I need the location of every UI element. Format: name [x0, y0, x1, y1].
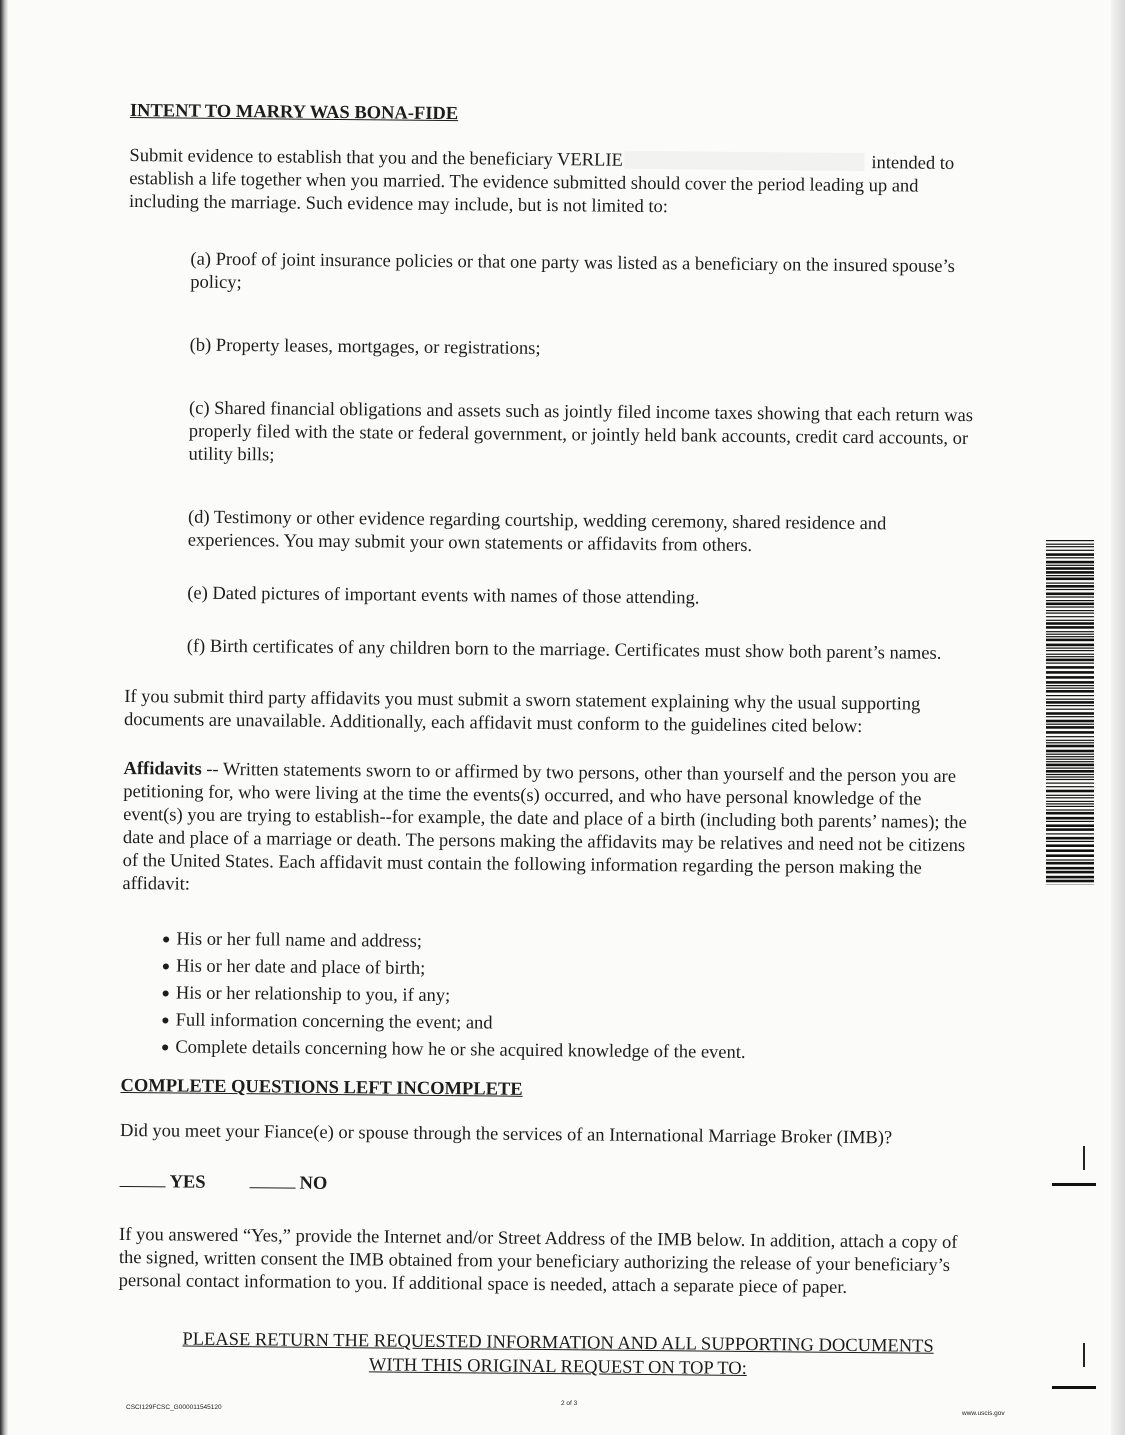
affidavits-label: Affidavits	[123, 758, 202, 780]
bullet-icon: ●	[161, 1013, 170, 1029]
scan-tick-2	[1083, 1343, 1085, 1367]
affidavits-text: -- Written statements sworn to or affirmed by two persons, other than yourself and the person you are petitioning for, who were living at the time the events(s) occurred, and who have personal knowledge of the event(s) you are trying to establish--for example, the date and place of a birth (including both parents’ names); the date and place of a marriage or death. The persons making the affidavits may be relatives and need not be citizens of the United States. Each affidavit must contain the following information regarding the person making the affidavit:	[122, 759, 967, 895]
list-item-text: His or her relationship to you, if any;	[175, 983, 451, 1007]
intro-text-after-name: intended to establish a life together when you married. The evidence submitted should cover the period leading up and including the marriage. Such evidence may include, but is not limited to:	[128, 153, 955, 218]
evidence-item-a: (a) Proof of joint insurance policies or that one party was listed as a beneficiary on the insured spouse’s policy;	[190, 249, 955, 294]
scan-marker-2	[1052, 1386, 1096, 1389]
intro-paragraph	[129, 145, 990, 222]
no-label: NO	[299, 1173, 328, 1194]
affidavits-paragraph	[122, 758, 983, 904]
yes-label: YES	[169, 1172, 206, 1193]
return-notice	[138, 1327, 978, 1383]
document-body	[118, 100, 990, 1383]
evidence-item-f: (f) Birth certificates of any children born to the marriage. Certificates must show both parent’s names.	[186, 636, 942, 664]
imb-answer-row	[119, 1171, 979, 1202]
scan-left-edge-shadow	[0, 0, 8, 1435]
section-heading-complete-questions: COMPLETE QUESTIONS LEFT INCOMPLETE	[120, 1075, 523, 1100]
scan-tick-1	[1083, 1146, 1085, 1170]
website-url: www.uscis.gov	[962, 1410, 1005, 1417]
imb-question: Did you meet your Fiance(e) or spouse through the services of an International Marriage Broker (IMB)?	[120, 1120, 893, 1149]
beneficiary-name: VERLIE	[556, 150, 623, 171]
list-item-text: His or her date and place of birth;	[176, 956, 426, 979]
yes-blank-line[interactable]	[120, 1186, 166, 1187]
return-notice-line-2: WITH THIS ORIGINAL REQUEST ON TOP TO:	[368, 1355, 747, 1379]
bullet-icon: ●	[161, 959, 171, 975]
bullet-icon: ●	[161, 932, 171, 948]
list-item-text: Full information concerning the event; and	[175, 1010, 493, 1034]
evidence-item-d: (d) Testimony or other evidence regarding courtship, wedding ceremony, shared residence and experiences. You may submit your own statements or affidavits from others.	[187, 507, 887, 556]
scan-right-edge-shadow	[1111, 0, 1125, 1435]
redaction-block	[625, 151, 865, 171]
evidence-item-c: (c) Shared financial obligations and assets such as jointly filed income taxes showing that each return was properly filed with the state or federal government, or jointly held bank accounts, credit card accounts, or utility bills;	[188, 398, 974, 466]
yes-option[interactable]	[119, 1171, 205, 1195]
bullet-icon: ●	[160, 1040, 170, 1056]
if-yes-instructions: If you answered “Yes,” provide the Internet and/or Street Address of the IMB below. In addition, attach a copy of the signed, written consent the IMB obtained from your beneficiary authorizing the release of your beneficiary’s personal contact information to you. If additional space is needed, attach a separate piece of paper.	[118, 1224, 958, 1298]
barcode-graphic	[1046, 540, 1094, 885]
no-option[interactable]	[249, 1172, 327, 1196]
page-number: 2 of 3	[561, 1400, 578, 1407]
list-item-text: Complete details concerning how he or she acquired knowledge of the event.	[175, 1037, 746, 1063]
evidence-item-b: (b) Property leases, mortgages, or registrations;	[189, 335, 541, 359]
intro-text-before-name: Submit evidence to establish that you and the beneficiary	[129, 145, 553, 171]
bullet-icon: ●	[161, 986, 170, 1002]
evidence-item-e: (e) Dated pictures of important events with names of those attending.	[187, 583, 700, 609]
document-id: CSCI129FCSC_G000011545120	[126, 1404, 222, 1411]
third-party-affidavits-paragraph: If you submit third party affidavits you must submit a sworn statement explaining why the usual supporting documents are unavailable. Additionally, each affidavit must conform to the guidelines cited below:	[123, 686, 921, 738]
scan-marker-1	[1052, 1183, 1096, 1186]
section-heading-intent: INTENT TO MARRY WAS BONA-FIDE	[129, 100, 459, 125]
list-item-text: His or her full name and address;	[176, 929, 423, 952]
return-notice-line-1: PLEASE RETURN THE REQUESTED INFORMATION AND ALL SUPPORTING DOCUMENTS	[182, 1329, 934, 1357]
no-blank-line[interactable]	[250, 1187, 296, 1188]
affidavit-requirements-list	[161, 926, 982, 1069]
